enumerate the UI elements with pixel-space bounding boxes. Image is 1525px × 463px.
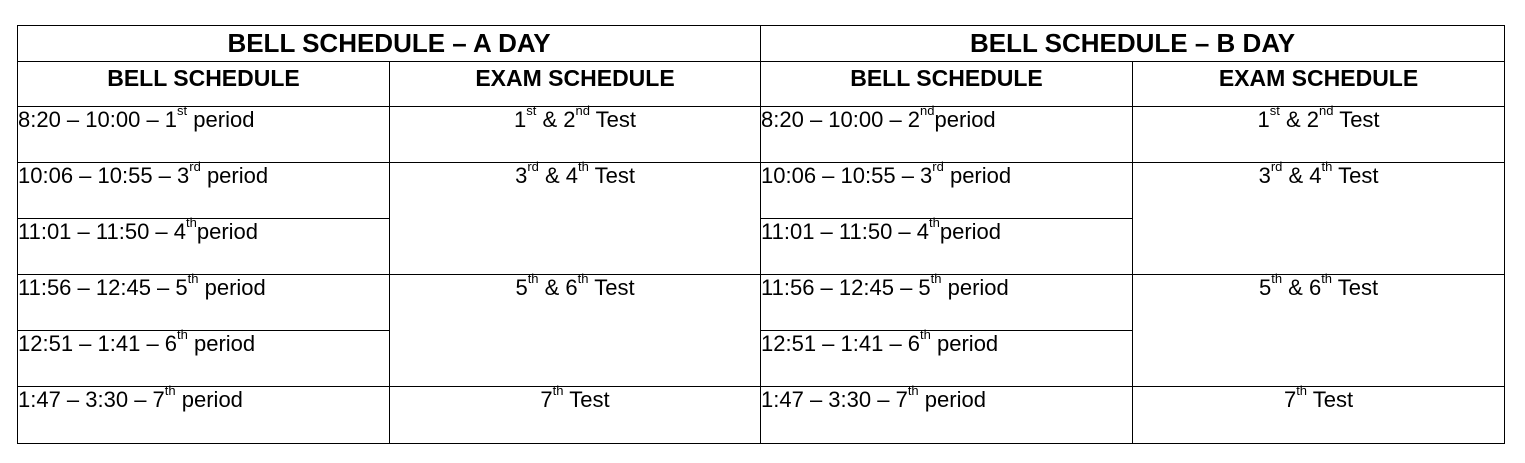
table-row — [18, 163, 1505, 219]
b-day-exam-7: 7th Test — [1133, 387, 1505, 444]
a-day-bell-4: 11:01 – 11:50 – 4thperiod — [18, 219, 390, 275]
b-day-bell-3: 10:06 – 10:55 – 3rd period — [761, 163, 1133, 219]
a-day-exam-3-4: 3rd & 4th Test — [390, 163, 761, 275]
a-day-title: BELL SCHEDULE – A DAY — [18, 26, 761, 62]
b-day-bell-4: 11:01 – 11:50 – 4thperiod — [761, 219, 1133, 275]
header-row — [18, 62, 1505, 107]
a-day-bell-header: BELL SCHEDULE — [18, 62, 390, 107]
a-day-bell-6: 12:51 – 1:41 – 6th period — [18, 331, 390, 387]
a-day-bell-1: 8:20 – 10:00 – 1st period — [18, 107, 390, 163]
a-day-bell-5: 11:56 – 12:45 – 5th period — [18, 275, 390, 331]
a-day-bell-3: 10:06 – 10:55 – 3rd period — [18, 163, 390, 219]
b-day-bell-6: 12:51 – 1:41 – 6th period — [761, 331, 1133, 387]
b-day-title: BELL SCHEDULE – B DAY — [761, 26, 1505, 62]
a-day-exam-1-2: 1st & 2nd Test — [390, 107, 761, 163]
a-day-exam-7: 7th Test — [390, 387, 761, 444]
b-day-exam-header: EXAM SCHEDULE — [1133, 62, 1505, 107]
table-row — [18, 107, 1505, 163]
b-day-bell-1: 8:20 – 10:00 – 2ndperiod — [761, 107, 1133, 163]
b-day-bell-header: BELL SCHEDULE — [761, 62, 1133, 107]
a-day-exam-5-6: 5th & 6th Test — [390, 275, 761, 387]
b-day-bell-7: 1:47 – 3:30 – 7th period — [761, 387, 1133, 444]
table-row — [18, 387, 1505, 444]
b-day-exam-3-4: 3rd & 4th Test — [1133, 163, 1505, 275]
bell-schedule-table — [17, 25, 1505, 444]
b-day-exam-5-6: 5th & 6th Test — [1133, 275, 1505, 387]
a-day-bell-7: 1:47 – 3:30 – 7th period — [18, 387, 390, 444]
a-day-exam-header: EXAM SCHEDULE — [390, 62, 761, 107]
title-row — [18, 26, 1505, 62]
b-day-exam-1-2: 1st & 2nd Test — [1133, 107, 1505, 163]
table-row — [18, 275, 1505, 331]
b-day-bell-5: 11:56 – 12:45 – 5th period — [761, 275, 1133, 331]
